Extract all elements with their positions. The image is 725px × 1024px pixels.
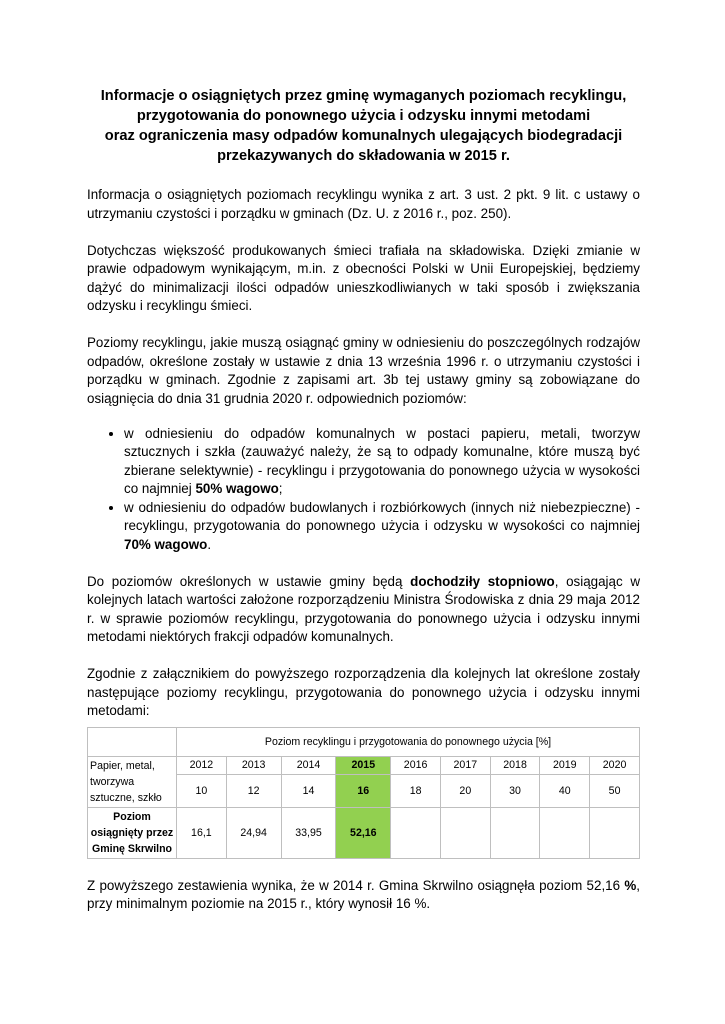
table-achieved-cell: 24,94 <box>226 807 281 858</box>
table-required-cell: 12 <box>226 775 281 807</box>
paragraph-gradual-a: Do poziomów określonych w ustawie gminy będą <box>87 573 411 589</box>
paragraph-legal-basis: Informacja o osiągniętych poziomach recyklingu wynika z art. 3 ust. 2 pkt. 9 lit. c ustawy o utrzymaniu czystości i porządku w gminach (Dz. U. z 2016 r., poz. 250). <box>87 187 640 221</box>
table-year-cell: 2017 <box>440 756 490 775</box>
paragraph-gradual-bold: dochodziły stopniowo <box>410 573 555 589</box>
table-required-cell: 10 <box>177 775 227 807</box>
table-year-cell: 2012 <box>177 756 227 775</box>
table-year-cell: 2014 <box>281 756 336 775</box>
list-item-text: w odniesieniu do odpadów komunalnych w postaci papieru, metali, tworzyw sztucznych i szkła (zauważyć należy, że są to odpady komunalne, które muszą być zbierane selektywnie) - recyklingu i przygotowania do ponownego użycia w wysokości co najmniej <box>124 425 640 496</box>
table-achieved-cell <box>490 807 540 858</box>
paragraph-conclusion-bold: % <box>624 877 637 893</box>
table-required-cell: 40 <box>540 775 590 807</box>
paragraph-gradual-b: , osiągając w kolejnych latach wartości założone rozporządzeniu Ministra Środowiska z dnia 29 maja 2012 r. w sprawie poziomów recyklingu, przygotowania do ponownego użycia i odzysku innymi metodami niektórych frakcji odpadów komunalnych. <box>87 573 640 644</box>
document-title <box>87 86 640 166</box>
table-corner-cell <box>88 727 177 756</box>
table-year-cell: 2016 <box>391 756 441 775</box>
table-header: Poziom recyklingu i przygotowania do ponownego użycia [%] <box>177 727 640 756</box>
list-item-text: w odniesieniu do odpadów budowlanych i rozbiórkowych (innych niż niebezpieczne) - recyklingu, przygotowania do ponownego użycia i odzysku w wysokości co najmniej <box>124 499 640 533</box>
paragraph-conclusion <box>87 877 640 914</box>
table-achieved-cell <box>540 807 590 858</box>
table-required-cell: 50 <box>590 775 640 807</box>
list-item <box>124 425 640 499</box>
table-achieved-label: Poziom osiągnięty przez Gminę Skrwilno <box>88 807 177 858</box>
table-year-cell-highlighted: 2015 <box>336 756 391 775</box>
paragraph-annex: Zgodnie z załącznikiem do powyższego rozporządzenia dla kolejnych lat określone zostały następujące poziomy recyklingu, przygotowania do ponownego użycia i odzysku innymi metodami: <box>87 666 640 718</box>
paragraph-background: Dotychczas większość produkowanych śmieci trafiała na składowiska. Dzięki zmianie w prawie odpadowym wynikającym, m.in. z obecności Polski w Unii Europejskiej, będziemy dążyć do minimalizacji ilości odpadów unieszkodliwianych w taki sposób i zwiększania odzysku i recyklingu śmieci. <box>87 242 640 313</box>
list-item-tail: . <box>207 536 212 552</box>
table-achieved-cell <box>440 807 490 858</box>
table-achieved-cell-highlighted: 52,16 <box>336 807 391 858</box>
table-required-cell-highlighted: 16 <box>336 775 391 807</box>
table-achieved-cell: 33,95 <box>281 807 336 858</box>
table-achieved-cell <box>391 807 441 858</box>
list-item-tail: ; <box>278 481 283 496</box>
table-year-cell: 2020 <box>590 756 640 775</box>
title-line-3: oraz ograniczenia masy odpadów komunalnych ulegających biodegradacji <box>104 128 623 144</box>
title-line-1: Informacje o osiągniętych przez gminę wymaganych poziomach recyklingu, <box>100 88 627 104</box>
recycling-levels-table <box>87 727 640 859</box>
table-required-cell: 18 <box>391 775 441 807</box>
paragraph-conclusion-a: Z powyższego zestawienia wynika, że w 2014 r. Gmina Skrwilno osiągnęła poziom 52,16 <box>87 877 625 893</box>
table-year-cell: 2013 <box>226 756 281 775</box>
list-item-bold: 50% wagowo <box>195 481 279 496</box>
title-line-2: przygotowania do ponownego użycia i odzysku innymi metodami <box>136 108 591 124</box>
list-item <box>124 499 640 555</box>
document-page <box>87 86 640 932</box>
table-year-cell: 2019 <box>540 756 590 775</box>
paragraph-recycling-levels: Poziomy recyklingu, jakie muszą osiągnąć gminy w odniesieniu do poszczególnych rodzajów odpadów, określone zostały w ustawie z dnia 13 września 1996 r. o utrzymaniu czystości i porządku w gminach. Zgodnie z zapisami art. 3b tej ustawy gminy są zobowiązane do osiągnięcia do dnia 31 grudnia 2020 r. odpowiednich poziomów: <box>87 335 640 406</box>
paragraph-conclusion-b: , przy minimalnym poziomie na 2015 r., który wynosił 16 %. <box>87 877 640 911</box>
requirements-list <box>87 425 640 555</box>
paragraph-gradual <box>87 573 640 647</box>
table-row-years <box>88 756 640 775</box>
table-row-achieved <box>88 807 640 858</box>
table-required-cell: 20 <box>440 775 490 807</box>
table-row-label: Papier, metal, tworzywa sztuczne, szkło <box>88 756 177 807</box>
table-year-cell: 2018 <box>490 756 540 775</box>
title-line-4: przekazywanych do składowania w 2015 r. <box>217 148 510 164</box>
table-achieved-cell: 16,1 <box>177 807 227 858</box>
list-item-bold: 70% wagowo <box>124 536 208 552</box>
table-achieved-cell <box>590 807 640 858</box>
table-required-cell: 14 <box>281 775 336 807</box>
table-required-cell: 30 <box>490 775 540 807</box>
